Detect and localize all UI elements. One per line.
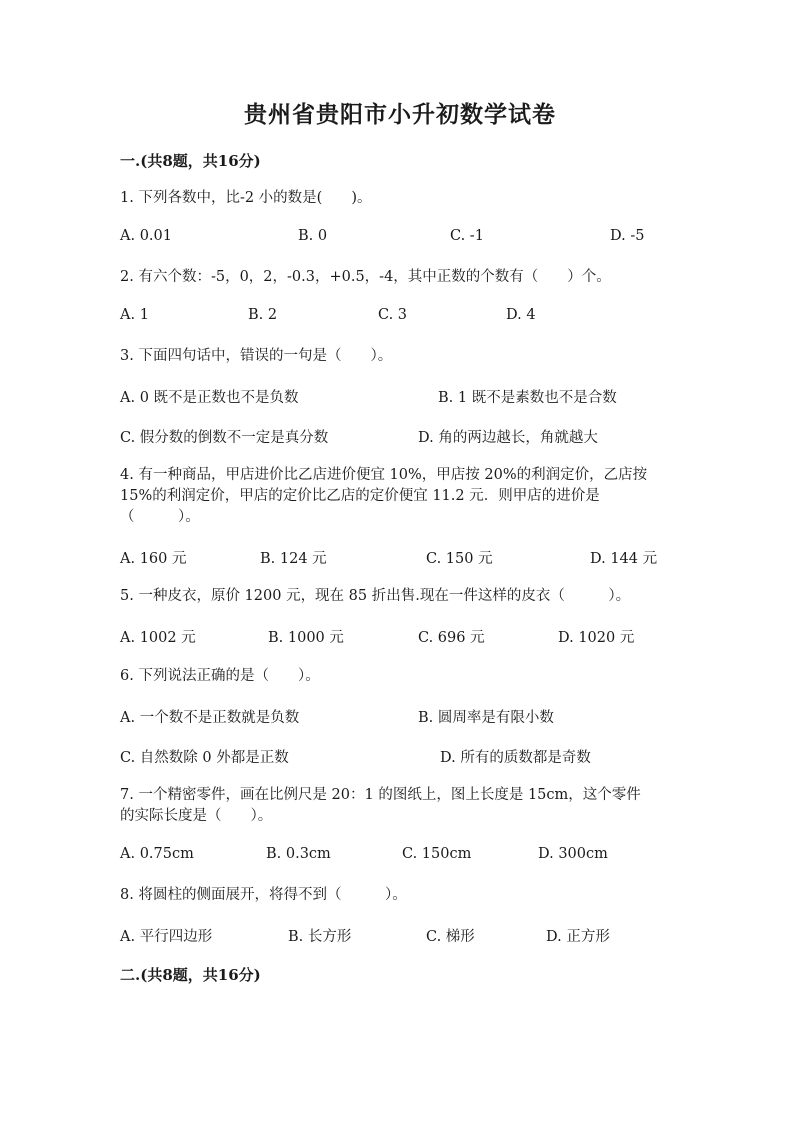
- option-c: C. 梯形: [426, 929, 475, 945]
- option-b: B. 长方形: [288, 929, 352, 945]
- option-b: B. 0: [298, 228, 328, 244]
- option-b: B. 2: [248, 307, 278, 323]
- option-a: A. 一个数不是正数就是负数: [120, 710, 300, 726]
- option-c: C. 150 元: [426, 551, 493, 567]
- question-1-options: [120, 228, 720, 250]
- option-c: C. 150cm: [402, 846, 472, 862]
- option-d: D. 300cm: [538, 846, 608, 862]
- question-7-options: [120, 846, 720, 868]
- option-a: A. 0 既不是正数也不是负数: [120, 390, 299, 406]
- exam-title: 贵州省贵阳市小升初数学试卷: [244, 101, 556, 128]
- question-3-options-row2: [120, 426, 720, 448]
- question-6-options-row1: [120, 706, 720, 728]
- question-8-options: [120, 925, 720, 947]
- option-a: A. 1: [120, 307, 149, 323]
- option-c: C. -1: [450, 228, 484, 244]
- question-2: 2. 有六个数：-5，0，2，-0.3，+0.5，-4，其中正数的个数有（ ）个。: [120, 269, 611, 285]
- option-a: A. 0.75cm: [120, 846, 194, 862]
- option-a: A. 160 元: [120, 551, 187, 567]
- option-d: D. 1020 元: [558, 630, 635, 646]
- question-6: 6. 下列说法正确的是（ ）。: [120, 668, 320, 684]
- option-c: C. 假分数的倒数不一定是真分数: [120, 430, 329, 446]
- question-5-options: [120, 626, 720, 648]
- section-heading-2: 二.(共8题，共16分): [120, 966, 261, 984]
- question-1: 1. 下列各数中，比-2 小的数是( )。: [120, 190, 372, 206]
- option-b: B. 1000 元: [268, 630, 344, 646]
- question-4: [120, 465, 680, 528]
- question-4-line-2: 15%的利润定价，甲店的定价比乙店的定价便宜 11.2 元．则甲店的进价是: [120, 488, 600, 504]
- option-c: C. 696 元: [418, 630, 485, 646]
- question-3: 3. 下面四句话中，错误的一句是（ ）。: [120, 348, 393, 364]
- option-b: B. 圆周率是有限小数: [418, 710, 554, 726]
- question-7-line-2: 的实际长度是（ ）。: [120, 808, 273, 824]
- question-7-line-1: 7. 一个精密零件，画在比例尺是 20：1 的图纸上，图上长度是 15cm，这个零件: [120, 787, 641, 803]
- option-c: C. 3: [378, 307, 408, 323]
- question-2-options: [120, 307, 720, 329]
- option-d: D. 所有的质数都是奇数: [440, 750, 591, 766]
- question-4-options: [120, 547, 720, 569]
- option-b: B. 1 既不是素数也不是合数: [438, 390, 617, 406]
- option-a: A. 1002 元: [120, 630, 196, 646]
- question-7: [120, 785, 680, 827]
- question-3-options-row1: [120, 386, 720, 408]
- option-a: A. 平行四边形: [120, 929, 213, 945]
- question-6-options-row2: [120, 746, 720, 768]
- option-d: D. 正方形: [546, 929, 610, 945]
- option-d: D. 144 元: [590, 551, 658, 567]
- section-heading-1: 一.(共8题，共16分): [120, 152, 261, 170]
- option-b: B. 0.3cm: [266, 846, 331, 862]
- question-5: 5. 一种皮衣，原价 1200 元，现在 85 折出售.现在一件这样的皮衣（ ）。: [120, 588, 631, 604]
- option-a: A. 0.01: [120, 228, 172, 244]
- question-4-line-3: （ ）。: [120, 509, 200, 525]
- option-c: C. 自然数除 0 外都是正数: [120, 750, 289, 766]
- option-d: D. 角的两边越长，角就越大: [418, 430, 598, 446]
- option-b: B. 124 元: [260, 551, 327, 567]
- question-8: 8. 将圆柱的侧面展开，将得不到（ ）。: [120, 887, 407, 903]
- option-d: D. 4: [506, 307, 536, 323]
- option-d: D. -5: [610, 228, 645, 244]
- question-4-line-1: 4. 有一种商品，甲店进价比乙店进价便宜 10%，甲店按 20%的利润定价，乙店按: [120, 467, 648, 483]
